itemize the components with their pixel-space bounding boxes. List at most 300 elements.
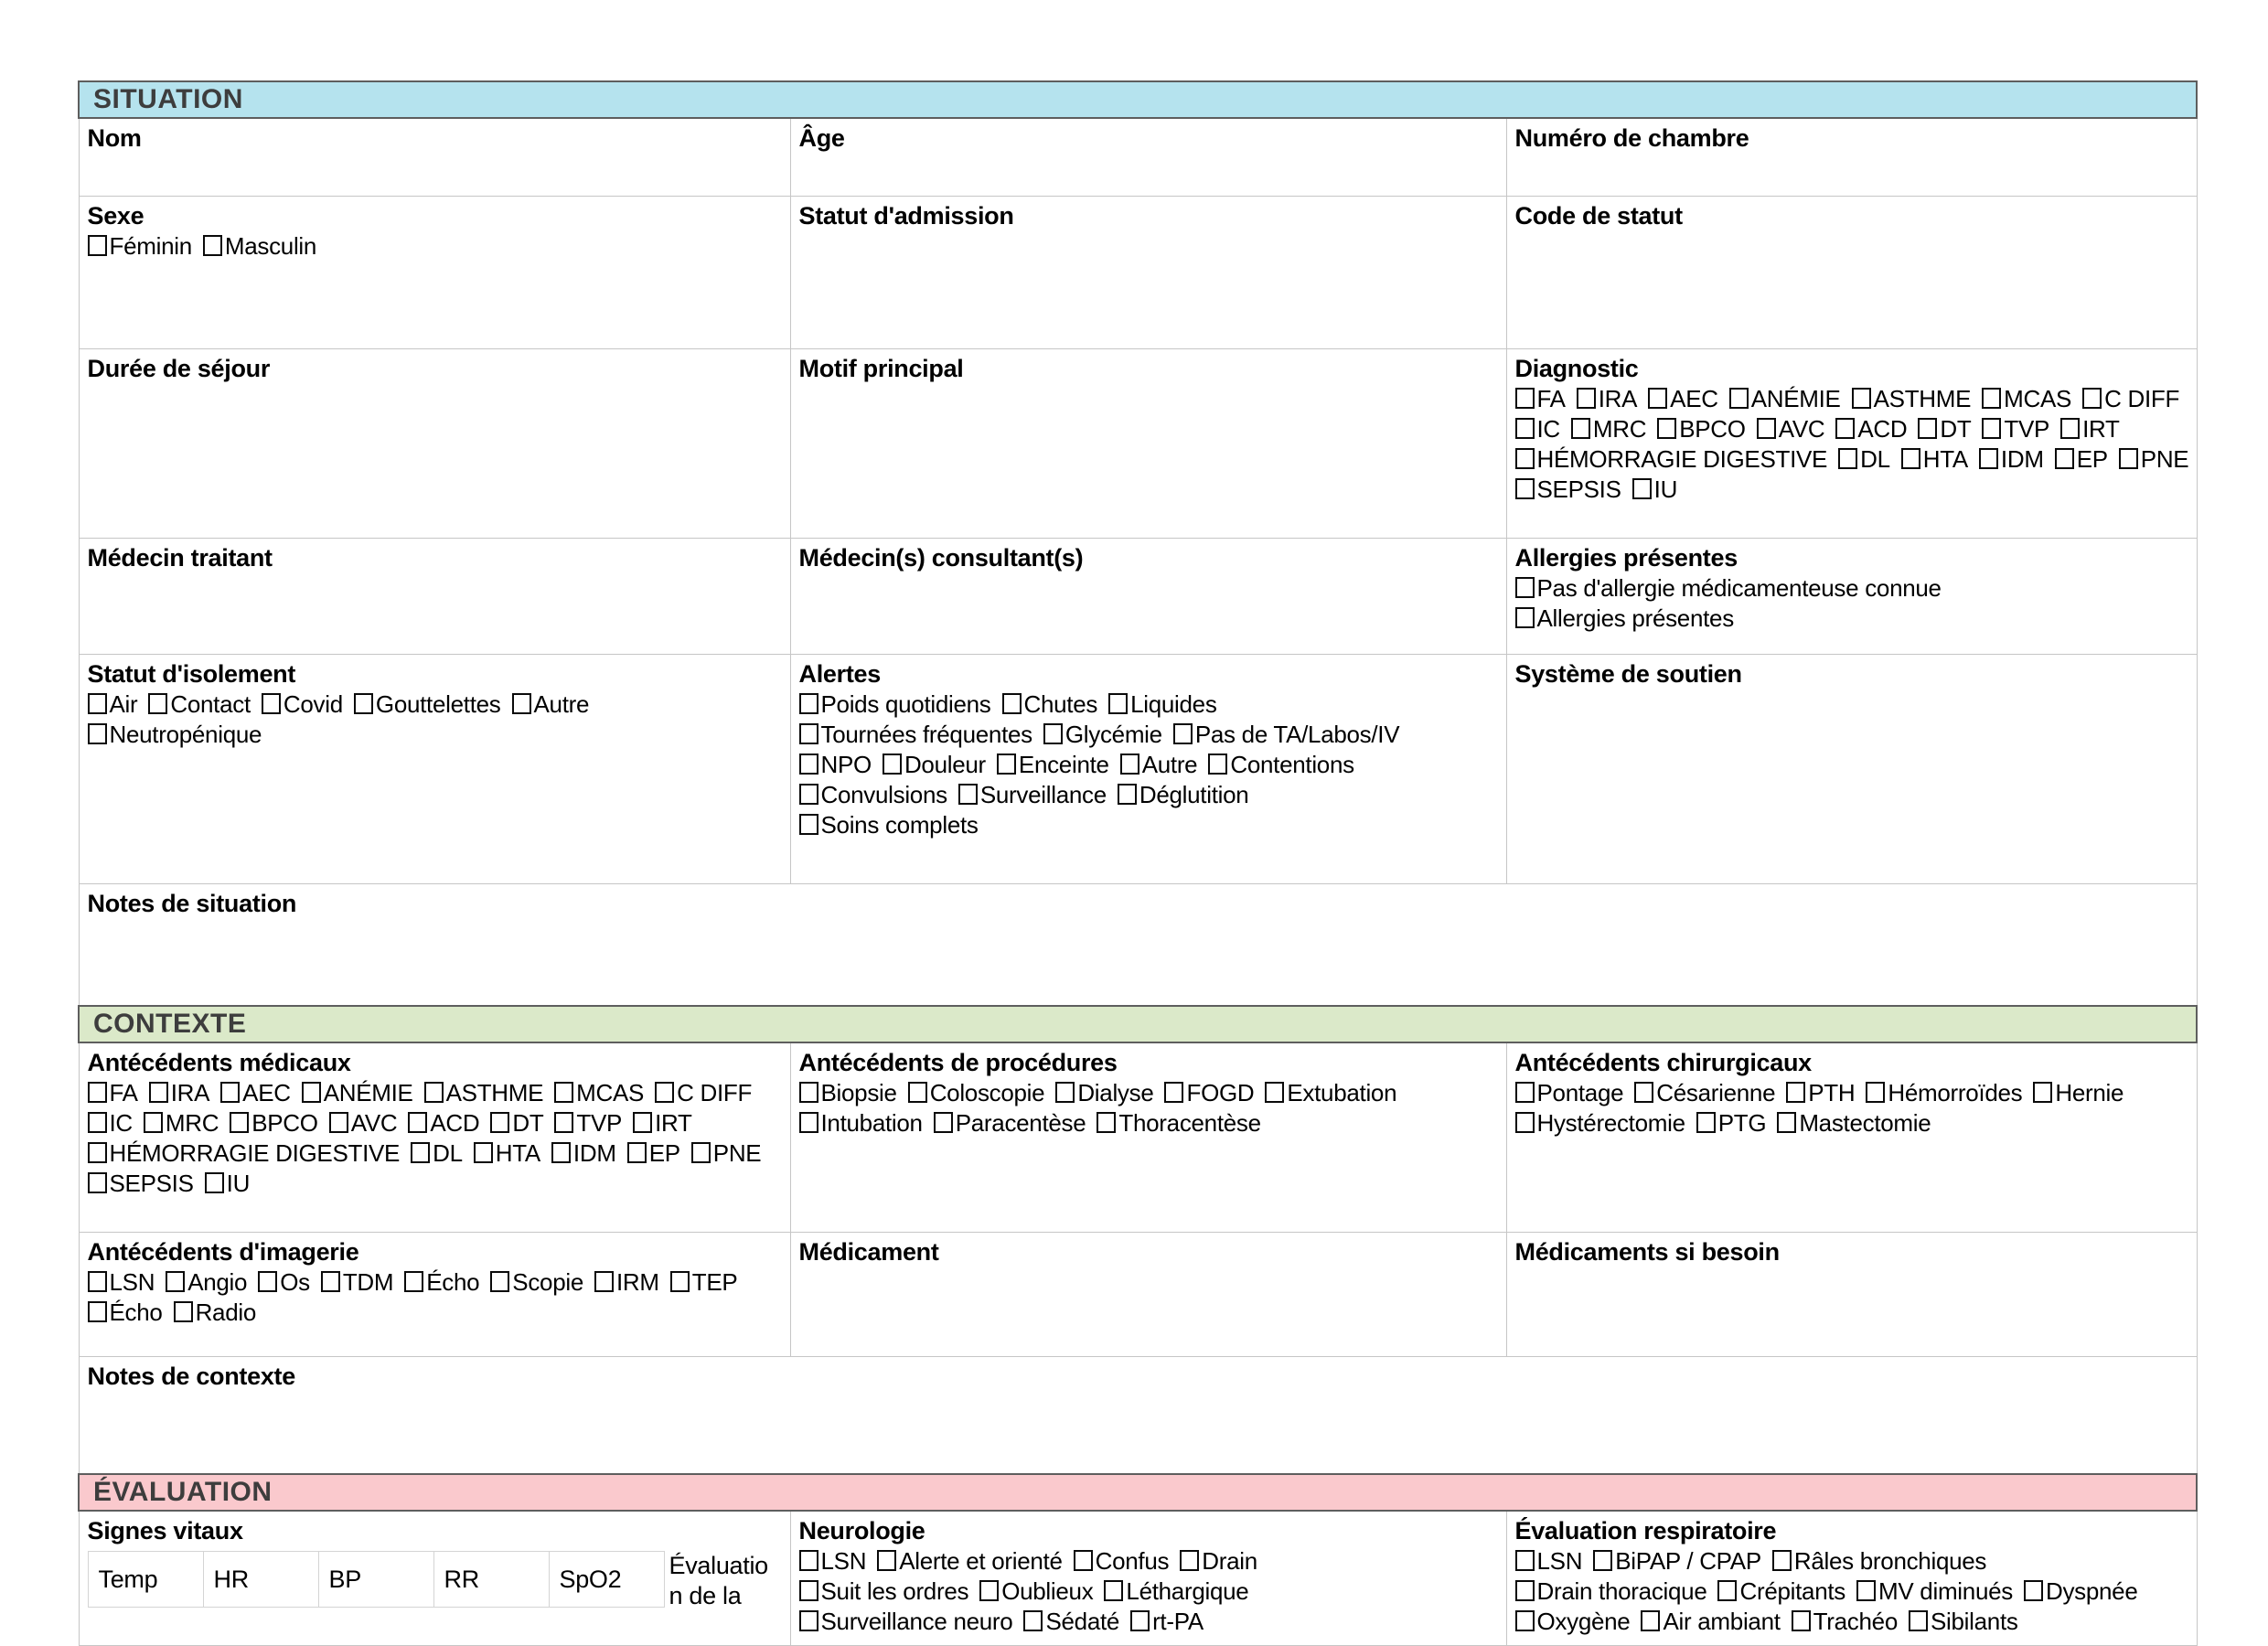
- option-line: [88, 1169, 785, 1199]
- checkbox-icon[interactable]: [1593, 1550, 1612, 1571]
- checkbox-option[interactable]: Covid: [262, 690, 343, 718]
- vital-cell-bp[interactable]: BP: [318, 1551, 434, 1608]
- checkbox-option[interactable]: Dialyse: [1055, 1079, 1153, 1106]
- checkbox-option[interactable]: Pas d'allergie médicamenteuse connue: [1515, 574, 1942, 602]
- checkbox-icon[interactable]: [1577, 388, 1596, 409]
- checkbox-icon[interactable]: [1571, 418, 1590, 439]
- checkbox-icon[interactable]: [799, 693, 818, 714]
- checkbox-icon[interactable]: [321, 1271, 340, 1292]
- field-signes-vitaux: [79, 1511, 790, 1646]
- checkbox-icon[interactable]: [2033, 1082, 2052, 1103]
- field-motif-principal[interactable]: [790, 349, 1506, 539]
- vital-cell-temp[interactable]: Temp: [88, 1551, 204, 1608]
- table-row: [79, 1511, 2197, 1646]
- field-numero-chambre-label: Numéro de chambre: [1514, 124, 1749, 152]
- checkbox-option[interactable]: Radio: [174, 1299, 256, 1326]
- checkbox-icon[interactable]: [799, 1550, 818, 1571]
- checkbox-icon[interactable]: [799, 1610, 818, 1631]
- checkbox-icon[interactable]: [799, 1112, 818, 1133]
- checkbox-option[interactable]: ASTHME: [1852, 385, 1972, 412]
- checkbox-icon[interactable]: [88, 235, 107, 256]
- option-line: [1515, 1546, 2191, 1577]
- checkbox-icon[interactable]: [88, 693, 107, 714]
- option-line: [1515, 1108, 2191, 1138]
- checkbox-icon[interactable]: [1696, 1112, 1716, 1133]
- vital-extra-label: Évaluation de la: [669, 1552, 768, 1609]
- checkbox-option[interactable]: HÉMORRAGIE DIGESTIVE: [88, 1139, 401, 1167]
- checkbox-option[interactable]: Mastectomie: [1777, 1109, 1931, 1137]
- field-medicaments-si-besoin[interactable]: [1506, 1233, 2197, 1357]
- checkbox-option[interactable]: DT: [490, 1109, 543, 1137]
- checkbox-icon[interactable]: [149, 1082, 168, 1103]
- checkbox-icon[interactable]: [554, 1112, 573, 1133]
- checkbox-icon[interactable]: [1515, 577, 1535, 598]
- field-medecin-consultants-label: Médecin(s) consultant(s): [798, 544, 1084, 572]
- checkbox-icon[interactable]: [1835, 418, 1855, 439]
- checkbox-option[interactable]: Paracentèse: [934, 1109, 1086, 1137]
- checkbox-icon[interactable]: [799, 1082, 818, 1103]
- field-medecin-consultants[interactable]: [790, 539, 1506, 655]
- checkbox-option[interactable]: IU: [1632, 476, 1677, 503]
- checkbox-icon[interactable]: [1657, 418, 1676, 439]
- checkbox-option[interactable]: Douleur: [883, 751, 986, 778]
- checkbox-icon[interactable]: [799, 1580, 818, 1601]
- checkbox-icon[interactable]: [424, 1082, 444, 1103]
- checkbox-option[interactable]: LSN: [799, 1547, 867, 1575]
- vital-cell-hr[interactable]: HR: [203, 1551, 319, 1608]
- field-nom-label: Nom: [87, 124, 142, 152]
- field-allergies: [1506, 539, 2197, 655]
- field-nom[interactable]: [79, 118, 790, 197]
- checkbox-icon[interactable]: [1108, 693, 1128, 714]
- section-header-contexte: CONTEXTE: [79, 1006, 2197, 1042]
- checkbox-option[interactable]: HTA: [474, 1139, 540, 1167]
- field-medicament[interactable]: [790, 1233, 1506, 1357]
- checkbox-option[interactable]: Râles bronchiques: [1772, 1547, 1986, 1575]
- checkbox-icon[interactable]: [490, 1271, 509, 1292]
- checkbox-option[interactable]: IRT: [2060, 415, 2120, 443]
- option-line: [799, 1108, 1501, 1138]
- checkbox-option[interactable]: FA: [88, 1079, 138, 1106]
- checkbox-icon[interactable]: [258, 1271, 277, 1292]
- checkbox-icon[interactable]: [1164, 1082, 1183, 1103]
- checkbox-option[interactable]: IRA: [149, 1079, 209, 1106]
- checkbox-option[interactable]: Oublieux: [979, 1577, 1093, 1605]
- checkbox-icon[interactable]: [551, 1142, 571, 1163]
- field-age-label: Âge: [798, 124, 845, 152]
- checkbox-option[interactable]: Trachéo: [1792, 1608, 1898, 1635]
- checkbox-option[interactable]: IU: [205, 1170, 250, 1197]
- checkbox-icon[interactable]: [1515, 1610, 1535, 1631]
- checkbox-icon[interactable]: [1982, 388, 2001, 409]
- checkbox-icon[interactable]: [1515, 1112, 1535, 1133]
- field-neurologie-label: Neurologie: [798, 1517, 925, 1544]
- checkbox-icon[interactable]: [512, 693, 531, 714]
- checkbox-option[interactable]: AEC: [1648, 385, 1718, 412]
- field-medecin-traitant[interactable]: [79, 539, 790, 655]
- checkbox-icon[interactable]: [934, 1112, 953, 1133]
- checkbox-icon[interactable]: [1634, 1082, 1653, 1103]
- checkbox-option[interactable]: Pas de TA/Labos/IV: [1173, 721, 1399, 748]
- checkbox-option[interactable]: ASTHME: [424, 1079, 544, 1106]
- checkbox-option[interactable]: IRT: [633, 1109, 692, 1137]
- checkbox-option[interactable]: Hémorroïdes: [1866, 1079, 2022, 1106]
- checkbox-icon[interactable]: [474, 1142, 493, 1163]
- option-line: [1515, 1607, 2191, 1637]
- checkbox-icon[interactable]: [302, 1082, 321, 1103]
- checkbox-icon[interactable]: [1982, 418, 2001, 439]
- checkbox-option[interactable]: Soins complets: [799, 811, 979, 839]
- checkbox-option[interactable]: MCAS: [554, 1079, 644, 1106]
- checkbox-icon[interactable]: [1055, 1082, 1075, 1103]
- checkbox-option[interactable]: IDM: [551, 1139, 616, 1167]
- checkbox-icon[interactable]: [1777, 1112, 1796, 1133]
- checkbox-option[interactable]: Écho: [404, 1268, 479, 1296]
- checkbox-option[interactable]: Thoracentèse: [1097, 1109, 1260, 1137]
- checkbox-option[interactable]: Autre: [512, 690, 590, 718]
- checkbox-option[interactable]: Contentions: [1208, 751, 1353, 778]
- option-line: [799, 689, 1501, 720]
- checkbox-icon[interactable]: [203, 235, 222, 256]
- checkbox-option[interactable]: AVC: [329, 1109, 398, 1137]
- checkbox-icon[interactable]: [1265, 1082, 1284, 1103]
- checkbox-icon[interactable]: [1641, 1610, 1660, 1631]
- checkbox-option[interactable]: DT: [1918, 415, 1971, 443]
- checkbox-option[interactable]: Intubation: [799, 1109, 923, 1137]
- checkbox-option[interactable]: Angio: [166, 1268, 247, 1296]
- checkbox-icon[interactable]: [655, 1082, 674, 1103]
- checkbox-icon[interactable]: [1856, 1580, 1876, 1601]
- option-line: [88, 1138, 785, 1169]
- checkbox-option[interactable]: Crépitants: [1717, 1577, 1845, 1605]
- checkbox-icon[interactable]: [1043, 723, 1063, 744]
- checkbox-option[interactable]: IRA: [1577, 385, 1637, 412]
- checkbox-icon[interactable]: [1074, 1550, 1093, 1571]
- checkbox-option[interactable]: PTH: [1786, 1079, 1855, 1106]
- checkbox-option[interactable]: ACD: [1835, 415, 1907, 443]
- checkbox-option[interactable]: DL: [411, 1139, 463, 1167]
- checkbox-option[interactable]: IC: [1515, 415, 1560, 443]
- vital-cell-spo2[interactable]: SpO2: [549, 1551, 665, 1608]
- option-line: [1515, 1577, 2191, 1607]
- table-row: [79, 655, 2197, 884]
- field-allergies-label: Allergies présentes: [1514, 544, 1738, 572]
- checkbox-option[interactable]: Contact: [148, 690, 251, 718]
- table-row: [79, 1233, 2197, 1357]
- checkbox-option[interactable]: Gouttelettes: [354, 690, 501, 718]
- checkbox-icon[interactable]: [1173, 723, 1193, 744]
- checkbox-icon[interactable]: [1515, 1550, 1535, 1571]
- field-numero-chambre[interactable]: [1506, 118, 2197, 197]
- checkbox-option[interactable]: PNE: [2119, 445, 2189, 473]
- checkbox-icon[interactable]: [979, 1580, 999, 1601]
- checkbox-icon[interactable]: [205, 1172, 224, 1193]
- checkbox-option[interactable]: NPO: [799, 751, 872, 778]
- checkbox-option[interactable]: EP: [2055, 445, 2108, 473]
- field-signes-vitaux-label: Signes vitaux: [87, 1517, 243, 1544]
- checkbox-icon[interactable]: [1515, 1580, 1535, 1601]
- checkbox-icon[interactable]: [88, 1271, 107, 1292]
- checkbox-option[interactable]: PNE: [691, 1139, 762, 1167]
- checkbox-icon[interactable]: [148, 693, 167, 714]
- checkbox-option[interactable]: Extubation: [1265, 1079, 1396, 1106]
- checkbox-icon[interactable]: [2119, 448, 2138, 469]
- checkbox-option[interactable]: Hystérectomie: [1515, 1109, 1685, 1137]
- checkbox-icon[interactable]: [1632, 478, 1652, 499]
- checkbox-icon[interactable]: [88, 1172, 107, 1193]
- checkbox-icon[interactable]: [2055, 448, 2074, 469]
- checkbox-option[interactable]: Dyspnée: [2024, 1577, 2138, 1605]
- option-line: [1515, 604, 2191, 634]
- table-row: [79, 1357, 2197, 1475]
- checkbox-option[interactable]: LSN: [88, 1268, 155, 1296]
- checkbox-option[interactable]: IDM: [1979, 445, 2044, 473]
- checkbox-icon[interactable]: [554, 1082, 573, 1103]
- checkbox-option[interactable]: Écho: [88, 1299, 163, 1326]
- field-antecedents-medicaux-label: Antécédents médicaux: [87, 1049, 351, 1076]
- checkbox-icon[interactable]: [1515, 607, 1535, 628]
- checkbox-icon[interactable]: [262, 693, 281, 714]
- checkbox-icon[interactable]: [691, 1142, 711, 1163]
- checkbox-option[interactable]: FOGD: [1164, 1079, 1254, 1106]
- checkbox-icon[interactable]: [1104, 1580, 1123, 1601]
- checkbox-option[interactable]: Air ambiant: [1641, 1608, 1780, 1635]
- checkbox-option[interactable]: TEP: [670, 1268, 738, 1296]
- table-row: [79, 539, 2197, 655]
- checkbox-option[interactable]: Oxygène: [1515, 1608, 1631, 1635]
- checkbox-icon[interactable]: [354, 693, 373, 714]
- checkbox-icon[interactable]: [1208, 754, 1227, 775]
- checkbox-option[interactable]: Drain thoracique: [1515, 1577, 1707, 1605]
- checkbox-icon[interactable]: [1648, 388, 1667, 409]
- checkbox-option[interactable]: DL: [1838, 445, 1890, 473]
- checkbox-icon[interactable]: [1909, 1610, 1928, 1631]
- checkbox-icon[interactable]: [1120, 754, 1139, 775]
- checkbox-option[interactable]: Césarienne: [1634, 1079, 1775, 1106]
- checkbox-option[interactable]: Pontage: [1515, 1079, 1624, 1106]
- checkbox-option[interactable]: Sédaté: [1023, 1608, 1119, 1635]
- checkbox-option[interactable]: Léthargique: [1104, 1577, 1248, 1605]
- field-duree-sejour[interactable]: [79, 349, 790, 539]
- checkbox-icon[interactable]: [1515, 418, 1535, 439]
- checkbox-option[interactable]: Liquides: [1108, 690, 1216, 718]
- option-line: [1515, 384, 2191, 414]
- checkbox-icon[interactable]: [1097, 1112, 1116, 1133]
- checkbox-icon[interactable]: [490, 1112, 509, 1133]
- checkbox-icon[interactable]: [408, 1112, 427, 1133]
- checkbox-option[interactable]: SEPSIS: [1515, 476, 1621, 503]
- option-line: [88, 1108, 785, 1138]
- checkbox-icon[interactable]: [88, 1301, 107, 1322]
- checkbox-option[interactable]: Os: [258, 1268, 310, 1296]
- checkbox-option[interactable]: MRC: [1571, 415, 1646, 443]
- option-line: [799, 1078, 1501, 1108]
- checkbox-icon[interactable]: [1918, 418, 1937, 439]
- checkbox-option[interactable]: TVP: [554, 1109, 622, 1137]
- checkbox-icon[interactable]: [1979, 448, 1998, 469]
- checkbox-icon[interactable]: [958, 784, 978, 805]
- checkbox-option[interactable]: Confus: [1074, 1547, 1170, 1575]
- checkbox-icon[interactable]: [329, 1112, 348, 1133]
- checkbox-icon[interactable]: [1901, 448, 1920, 469]
- checkbox-option[interactable]: BPCO: [230, 1109, 317, 1137]
- checkbox-option[interactable]: HÉMORRAGIE DIGESTIVE: [1515, 445, 1828, 473]
- checkbox-icon[interactable]: [1838, 448, 1857, 469]
- field-notes-contexte[interactable]: [79, 1357, 2197, 1475]
- checkbox-option[interactable]: IC: [88, 1109, 133, 1137]
- checkbox-option[interactable]: AEC: [220, 1079, 291, 1106]
- field-neurologie: [790, 1511, 1506, 1646]
- checkbox-icon[interactable]: [88, 1112, 107, 1133]
- checkbox-icon[interactable]: [174, 1301, 193, 1322]
- field-notes-situation-label: Notes de situation: [87, 890, 297, 917]
- checkbox-option[interactable]: Surveillance neuro: [799, 1608, 1013, 1635]
- checkbox-icon[interactable]: [1717, 1580, 1737, 1601]
- field-statut-isolement-label: Statut d'isolement: [87, 660, 296, 688]
- field-statut-admission[interactable]: [790, 197, 1506, 349]
- checkbox-icon[interactable]: [2024, 1580, 2043, 1601]
- checkbox-icon[interactable]: [799, 784, 818, 805]
- field-antecedents-medicaux: [79, 1042, 790, 1233]
- checkbox-icon[interactable]: [799, 754, 818, 775]
- checkbox-option[interactable]: Chutes: [1002, 690, 1098, 718]
- checkbox-option[interactable]: HTA: [1901, 445, 1968, 473]
- option-line: [88, 231, 785, 262]
- checkbox-option[interactable]: Glycémie: [1043, 721, 1162, 748]
- checkbox-option[interactable]: LSN: [1515, 1547, 1583, 1575]
- checkbox-option[interactable]: EP: [627, 1139, 680, 1167]
- checkbox-icon[interactable]: [1023, 1610, 1043, 1631]
- checkbox-option[interactable]: Sibilants: [1909, 1608, 2018, 1635]
- checkbox-icon[interactable]: [166, 1271, 185, 1292]
- checkbox-icon[interactable]: [230, 1112, 249, 1133]
- checkbox-icon[interactable]: [1118, 784, 1137, 805]
- checkbox-icon[interactable]: [1792, 1610, 1811, 1631]
- checkbox-option[interactable]: PTG: [1696, 1109, 1767, 1137]
- checkbox-icon[interactable]: [1130, 1610, 1150, 1631]
- checkbox-option[interactable]: MV diminués: [1856, 1577, 2013, 1605]
- checkbox-option[interactable]: MRC: [144, 1109, 219, 1137]
- checkbox-icon[interactable]: [88, 723, 107, 744]
- field-code-statut[interactable]: [1506, 197, 2197, 349]
- checkbox-option[interactable]: FA: [1515, 385, 1566, 412]
- field-systeme-soutien-label: Système de soutien: [1514, 660, 1742, 688]
- checkbox-option[interactable]: Alerte et orienté: [877, 1547, 1062, 1575]
- checkbox-icon[interactable]: [883, 754, 902, 775]
- checkbox-option[interactable]: Allergies présentes: [1515, 604, 1734, 632]
- field-medicament-label: Médicament: [798, 1238, 939, 1266]
- checkbox-icon[interactable]: [88, 1082, 107, 1103]
- option-line: [799, 1607, 1501, 1637]
- checkbox-option[interactable]: TVP: [1982, 415, 2049, 443]
- field-evaluation-respiratoire: [1506, 1511, 2197, 1646]
- checkbox-option[interactable]: Convulsions: [799, 781, 947, 808]
- checkbox-option[interactable]: Air: [88, 690, 138, 718]
- checkbox-icon[interactable]: [144, 1112, 163, 1133]
- checkbox-icon[interactable]: [88, 1142, 107, 1163]
- checkbox-icon[interactable]: [799, 723, 818, 744]
- checkbox-option[interactable]: Poids quotidiens: [799, 690, 991, 718]
- checkbox-icon[interactable]: [1515, 1082, 1535, 1103]
- checkbox-option[interactable]: rt-PA: [1130, 1608, 1204, 1635]
- field-age[interactable]: [790, 118, 1506, 197]
- field-sexe: [79, 197, 790, 349]
- checkbox-option[interactable]: Tournées fréquentes: [799, 721, 1032, 748]
- vital-cell-rr[interactable]: RR: [433, 1551, 550, 1608]
- checkbox-icon[interactable]: [220, 1082, 240, 1103]
- checkbox-icon[interactable]: [997, 754, 1016, 775]
- section-header-situation: SITUATION: [79, 81, 2197, 118]
- field-notes-situation[interactable]: [79, 884, 2197, 1007]
- checkbox-option[interactable]: Déglutition: [1118, 781, 1249, 808]
- checkbox-icon[interactable]: [1002, 693, 1022, 714]
- checkbox-option[interactable]: ANÉMIE: [302, 1079, 413, 1106]
- option-line: [1515, 414, 2191, 444]
- checkbox-icon[interactable]: [877, 1550, 896, 1571]
- field-medecin-traitant-label: Médecin traitant: [87, 544, 273, 572]
- checkbox-icon[interactable]: [1180, 1550, 1199, 1571]
- checkbox-option[interactable]: ANÉMIE: [1729, 385, 1841, 412]
- checkbox-option[interactable]: C DIFF: [2082, 385, 2179, 412]
- checkbox-option[interactable]: Suit les ordres: [799, 1577, 969, 1605]
- checkbox-option[interactable]: SEPSIS: [88, 1170, 194, 1197]
- field-diagnostic: [1506, 349, 2197, 539]
- checkbox-option[interactable]: C DIFF: [655, 1079, 752, 1106]
- checkbox-icon[interactable]: [799, 814, 818, 835]
- checkbox-icon[interactable]: [2082, 388, 2102, 409]
- checkbox-option[interactable]: Féminin: [88, 232, 192, 260]
- checkbox-option[interactable]: Enceinte: [997, 751, 1109, 778]
- checkbox-option[interactable]: Hernie: [2033, 1079, 2124, 1106]
- checkbox-icon[interactable]: [1515, 478, 1535, 499]
- checkbox-option[interactable]: TDM: [321, 1268, 393, 1296]
- checkbox-icon[interactable]: [2060, 418, 2080, 439]
- option-line: [799, 1577, 1501, 1607]
- checkbox-option[interactable]: Surveillance: [958, 781, 1107, 808]
- checkbox-icon[interactable]: [1772, 1550, 1792, 1571]
- checkbox-icon[interactable]: [908, 1082, 927, 1103]
- checkbox-option[interactable]: MCAS: [1982, 385, 2071, 412]
- checkbox-icon[interactable]: [670, 1271, 690, 1292]
- checkbox-icon[interactable]: [594, 1271, 614, 1292]
- checkbox-option[interactable]: Biopsie: [799, 1079, 897, 1106]
- checkbox-icon[interactable]: [1866, 1082, 1885, 1103]
- checkbox-icon[interactable]: [1786, 1082, 1805, 1103]
- checkbox-icon[interactable]: [1852, 388, 1871, 409]
- checkbox-option[interactable]: BiPAP / CPAP: [1593, 1547, 1761, 1575]
- checkbox-icon[interactable]: [1515, 388, 1535, 409]
- checkbox-option[interactable]: Drain: [1180, 1547, 1257, 1575]
- checkbox-option[interactable]: Autre: [1120, 751, 1198, 778]
- checkbox-option[interactable]: Coloscopie: [908, 1079, 1045, 1106]
- checkbox-icon[interactable]: [1515, 448, 1535, 469]
- checkbox-icon[interactable]: [1729, 388, 1749, 409]
- checkbox-option[interactable]: BPCO: [1657, 415, 1745, 443]
- checkbox-icon[interactable]: [411, 1142, 430, 1163]
- section-header-evaluation: ÉVALUATION: [79, 1474, 2197, 1511]
- checkbox-option[interactable]: Neutropénique: [88, 721, 262, 748]
- checkbox-option[interactable]: IRM: [594, 1268, 659, 1296]
- checkbox-icon[interactable]: [404, 1271, 423, 1292]
- checkbox-option[interactable]: Scopie: [490, 1268, 583, 1296]
- checkbox-icon[interactable]: [633, 1112, 652, 1133]
- checkbox-icon[interactable]: [627, 1142, 647, 1163]
- checkbox-option[interactable]: AVC: [1757, 415, 1825, 443]
- checkbox-option[interactable]: Masculin: [203, 232, 316, 260]
- checkbox-icon[interactable]: [1757, 418, 1776, 439]
- field-systeme-soutien[interactable]: [1506, 655, 2197, 884]
- checkbox-option[interactable]: ACD: [408, 1109, 479, 1137]
